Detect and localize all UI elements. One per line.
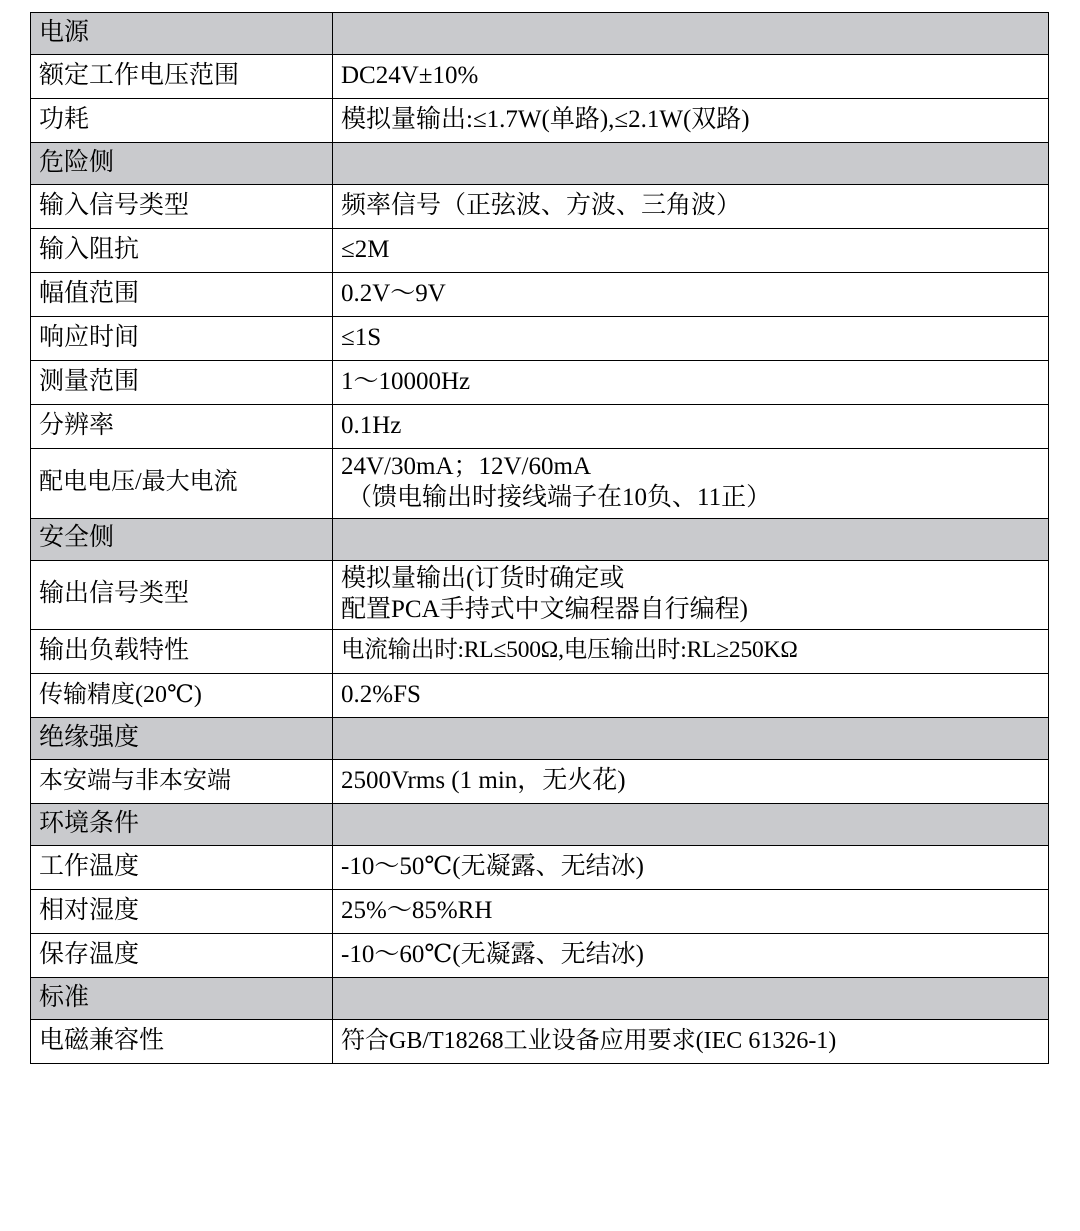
row-value-line-1: 24V/30mA；12V/60mA — [341, 453, 592, 480]
row-label: 电源 — [31, 13, 333, 55]
table-row — [31, 229, 1049, 273]
row-value: -10～60℃(无凝露、无结冰) — [333, 934, 1049, 978]
row-label: 传输精度(20℃) — [31, 674, 333, 718]
row-value — [333, 13, 1049, 55]
table-row — [31, 185, 1049, 229]
row-value: 模拟量输出:≤1.7W(单路),≤2.1W(双路) — [333, 99, 1049, 143]
table-row — [31, 978, 1049, 1020]
row-value: -10～50℃(无凝露、无结冰) — [333, 846, 1049, 890]
row-label: 分辨率 — [31, 405, 333, 449]
row-value-line-1: 模拟量输出(订货时确定或 — [341, 564, 625, 592]
table-row — [31, 890, 1049, 934]
table-row — [31, 449, 1049, 519]
row-label: 绝缘强度 — [31, 718, 333, 760]
row-label: 功耗 — [31, 99, 333, 143]
row-value — [333, 560, 1049, 630]
table-row — [31, 99, 1049, 143]
table-row — [31, 804, 1049, 846]
table-row — [31, 760, 1049, 804]
row-label: 电磁兼容性 — [31, 1020, 333, 1064]
row-value: 0.1Hz — [333, 405, 1049, 449]
row-value: 符合GB/T18268工业设备应用要求(IEC 61326-1) — [333, 1020, 1049, 1064]
row-label: 配电电压/最大电流 — [31, 449, 333, 519]
row-label: 保存温度 — [31, 934, 333, 978]
table-row — [31, 273, 1049, 317]
table-row — [31, 518, 1049, 560]
row-value: 0.2%FS — [333, 674, 1049, 718]
row-value: 频率信号（正弦波、方波、三角波） — [333, 185, 1049, 229]
row-label: 环境条件 — [31, 804, 333, 846]
row-label: 额定工作电压范围 — [31, 55, 333, 99]
row-value: ≤1S — [333, 317, 1049, 361]
row-label: 工作温度 — [31, 846, 333, 890]
row-label: 危险侧 — [31, 143, 333, 185]
row-value: 25%～85%RH — [333, 890, 1049, 934]
table-row — [31, 143, 1049, 185]
row-value — [333, 518, 1049, 560]
row-value: 1～10000Hz — [333, 361, 1049, 405]
row-value: 2500Vrms (1 min，无火花) — [333, 760, 1049, 804]
row-label: 响应时间 — [31, 317, 333, 361]
table-row — [31, 13, 1049, 55]
row-value: 0.2V～9V — [333, 273, 1049, 317]
row-label: 输出负载特性 — [31, 630, 333, 674]
row-value-line-2: 配置PCA手持式中文编程器自行编程) — [341, 595, 748, 623]
table-row — [31, 405, 1049, 449]
table-row — [31, 560, 1049, 630]
row-label: 输入信号类型 — [31, 185, 333, 229]
table-row — [31, 934, 1049, 978]
row-label: 幅值范围 — [31, 273, 333, 317]
table-row — [31, 317, 1049, 361]
row-value — [333, 143, 1049, 185]
row-label: 输出信号类型 — [31, 560, 333, 630]
table-row — [31, 361, 1049, 405]
table-row — [31, 846, 1049, 890]
row-label: 本安端与非本安端 — [31, 760, 333, 804]
table-row — [31, 1020, 1049, 1064]
row-value: DC24V±10% — [333, 55, 1049, 99]
row-value — [333, 718, 1049, 760]
row-value — [333, 804, 1049, 846]
table-row — [31, 630, 1049, 674]
row-label: 标准 — [31, 978, 333, 1020]
row-value — [333, 449, 1049, 519]
row-value: ≤2M — [333, 229, 1049, 273]
row-label: 相对湿度 — [31, 890, 333, 934]
table-row — [31, 55, 1049, 99]
table-row — [31, 674, 1049, 718]
table-row — [31, 718, 1049, 760]
row-value: 电流输出时:RL≤500Ω,电压输出时:RL≥250KΩ — [333, 630, 1049, 674]
specification-table — [30, 12, 1049, 1064]
row-label: 输入阻抗 — [31, 229, 333, 273]
row-label: 安全侧 — [31, 518, 333, 560]
row-value — [333, 978, 1049, 1020]
row-value-line-2: （馈电输出时接线端子在10负、11正） — [347, 484, 772, 512]
row-label: 测量范围 — [31, 361, 333, 405]
